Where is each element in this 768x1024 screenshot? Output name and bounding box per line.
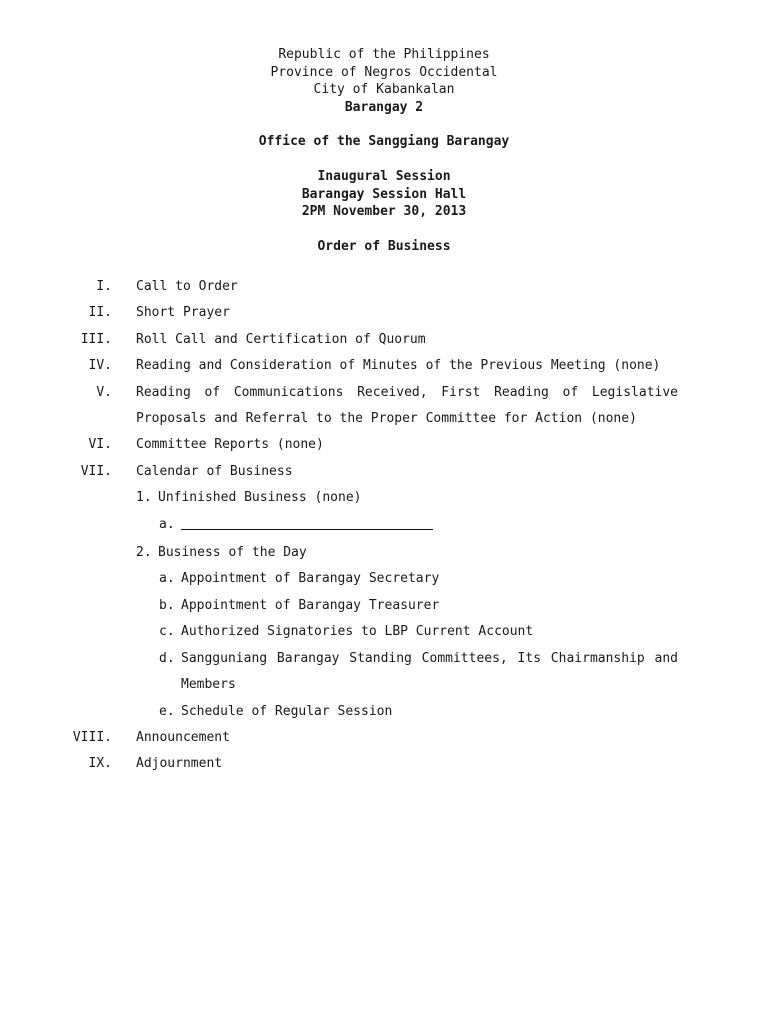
sub-sub-item-text: Schedule of Regular Session — [181, 703, 393, 719]
item-text: Call to Order — [136, 279, 238, 294]
header-republic: Republic of the Philippines — [278, 47, 490, 62]
list-item — [0, 353, 768, 379]
sub-sub-list-item — [0, 619, 768, 645]
blank-entry — [181, 512, 678, 540]
item-text: Committee Reports (none) — [136, 437, 324, 453]
item-number: VI. — [88, 437, 112, 453]
office-title: Office of the Sanggiang Barangay — [258, 134, 510, 150]
session-datetime: 2PM November 30, 2013 — [301, 204, 467, 220]
item-text: Reading of Communications Received, First Reading of Legislative Proposals and Referral to the Proper Committee for Action (none) — [136, 384, 678, 427]
order-of-business-list — [0, 274, 768, 778]
header-province: Province of Negros Occidental — [270, 64, 498, 80]
sub-sub-item-number: b. — [159, 597, 175, 613]
item-number: VII. — [80, 463, 112, 479]
item-text: Adjournment — [136, 756, 223, 772]
list-item — [0, 274, 768, 300]
sub-sub-item-text: Appointment of Barangay Treasurer — [181, 597, 440, 613]
sub-item-text: Business of the Day — [158, 545, 307, 561]
blank-underline — [181, 512, 433, 530]
item-number: IX. — [88, 756, 112, 772]
item-number: V. — [96, 384, 112, 400]
session-title: Inaugural Session — [317, 168, 451, 184]
sub-sub-item-text: Appointment of Barangay Secretary — [181, 571, 440, 587]
list-item — [0, 380, 768, 433]
list-item — [0, 327, 768, 353]
header-city: City of Kabankalan — [313, 82, 455, 98]
item-number: II. — [88, 305, 112, 321]
item-number: I. — [96, 279, 112, 294]
header-barangay: Barangay 2 — [344, 99, 424, 115]
session-venue: Barangay Session Hall — [301, 186, 467, 202]
sub-list-item — [0, 540, 768, 566]
item-text: Calendar of Business — [136, 463, 293, 479]
item-text: Announcement — [136, 729, 230, 745]
sub-sub-item-number: e. — [159, 703, 175, 719]
sub-item-text: Unfinished Business (none) — [158, 490, 362, 506]
sub-sub-item-number: a. — [159, 516, 175, 532]
sub-sub-item-text: Authorized Signatories to LBP Current Account — [181, 624, 534, 640]
sub-sub-item-number: c. — [159, 624, 175, 640]
sub-sub-item-text: Sangguniang Barangay Standing Committees, Its Chairmanship and Members — [181, 650, 678, 693]
sub-sub-list-item — [0, 512, 768, 540]
sub-sub-list-item — [0, 593, 768, 619]
list-item — [0, 725, 768, 751]
item-text: Reading and Consideration of Minutes of the Previous Meeting (none) — [136, 358, 661, 374]
list-item — [0, 459, 768, 485]
list-item — [0, 432, 768, 458]
sub-sub-list-item — [0, 566, 768, 592]
sub-sub-item-number: a. — [159, 571, 175, 587]
item-text: Roll Call and Certification of Quorum — [136, 331, 426, 347]
sub-item-number: 1. — [136, 490, 152, 506]
list-item — [0, 751, 768, 777]
list-item — [0, 300, 768, 326]
item-text: Short Prayer — [136, 305, 230, 321]
sub-sub-list-item — [0, 699, 768, 725]
document-header — [0, 46, 768, 256]
order-of-business-title: Order of Business — [317, 239, 451, 255]
sub-list-item — [0, 485, 768, 511]
sub-item-number: 2. — [136, 545, 152, 561]
item-number: VIII. — [72, 729, 112, 745]
sub-sub-item-number: d. — [159, 650, 175, 666]
item-number: III. — [80, 331, 112, 347]
item-number: IV. — [88, 358, 112, 374]
sub-sub-list-item — [0, 646, 768, 699]
